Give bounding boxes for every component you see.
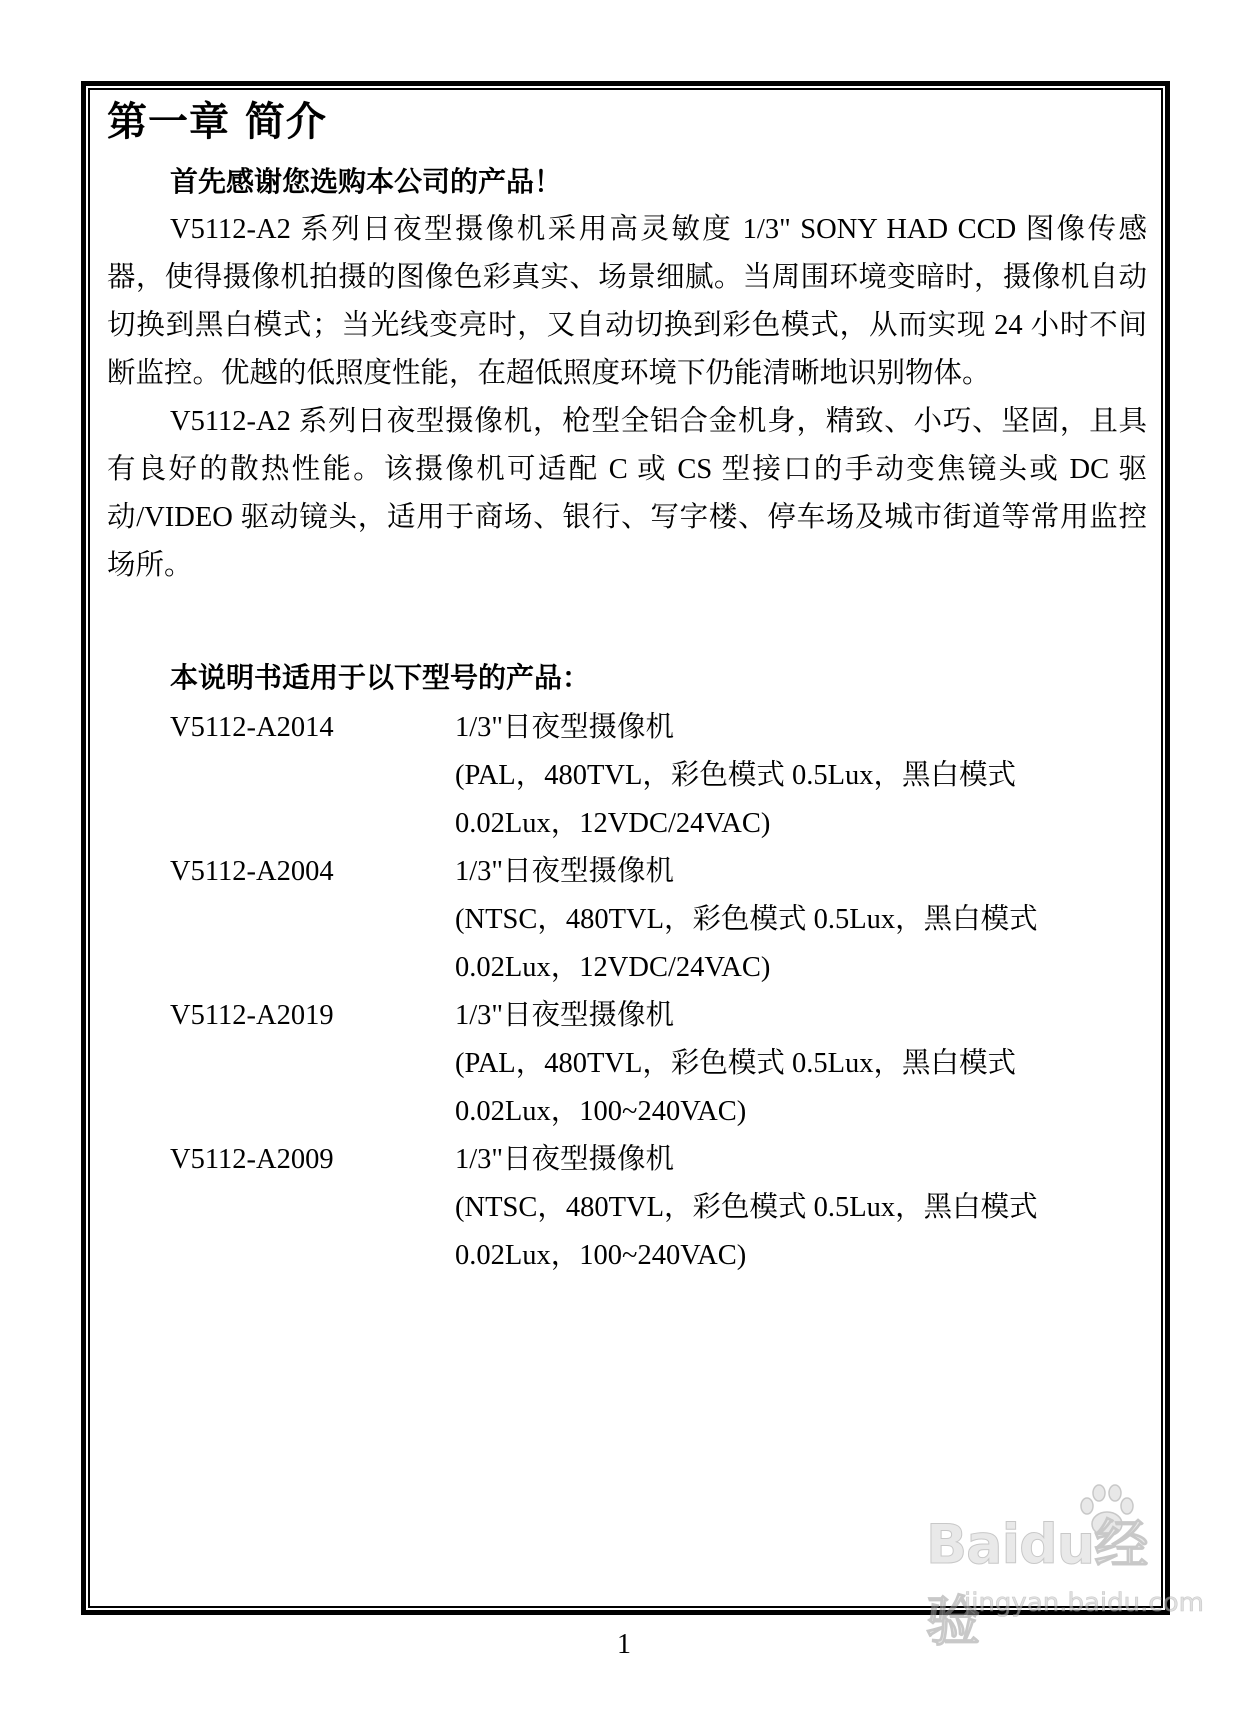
model-type: 1/3"日夜型摄像机 [455, 1144, 675, 1175]
model-type: 1/3"日夜型摄像机 [455, 712, 675, 743]
watermark-logo-text: Baidu经验 [926, 1513, 1148, 1653]
model-list [107, 704, 1147, 1280]
model-code: V5112-A2019 [170, 1000, 334, 1031]
model-spec: (PAL，480TVL，彩色模式 0.5Lux，黑白模式 [455, 760, 1017, 791]
page-number: 1 [617, 1629, 631, 1660]
model-type: 1/3"日夜型摄像机 [455, 1000, 675, 1031]
model-code: V5112-A2004 [170, 856, 334, 887]
model-row [107, 848, 1147, 992]
model-power: 0.02Lux，12VDC/24VAC) [455, 808, 771, 839]
model-description [455, 704, 1115, 848]
chapter-title: 第一章 简介 [107, 99, 327, 145]
model-power: 0.02Lux，100~240VAC) [455, 1240, 747, 1271]
model-description [455, 848, 1115, 992]
baidu-watermark [886, 1470, 1204, 1653]
model-type: 1/3"日夜型摄像机 [455, 856, 675, 887]
intro-paragraph-1: V5112-A2 系列日夜型摄像机采用高灵敏度 1/3" SONY HAD CCD 图像传感器，使得摄像机拍摄的图像色彩真实、场景细腻。当周围环境变暗时，摄像机自动切换到黑白模式；当光线变亮时，又自动切换到彩色模式，从而实现 24 小时不间断监控。优越的低照度性能，在超低照度环境下仍能清晰地识别物体。 [107, 214, 1147, 389]
model-spec: (NTSC，480TVL，彩色模式 0.5Lux，黑白模式 [455, 904, 1038, 935]
intro-paragraph-2: V5112-A2 系列日夜型摄像机，枪型全铝合金机身，精致、小巧、坚固，且具有良好的散热性能。该摄像机可适配 C 或 CS 型接口的手动变焦镜头或 DC 驱动/VIDEO 驱动镜头，适用于商场、银行、写字楼、停车场及城市街道等常用监控场所。 [107, 406, 1147, 581]
model-spec: (NTSC，480TVL，彩色模式 0.5Lux，黑白模式 [455, 1192, 1038, 1223]
watermark-url: jingyan.baidu.com [964, 1588, 1204, 1618]
model-row [107, 704, 1147, 848]
model-code: V5112-A2014 [170, 712, 334, 743]
thanks-line: 首先感谢您选购本公司的产品！ [170, 165, 563, 198]
model-row [107, 992, 1147, 1136]
model-spec: (PAL，480TVL，彩色模式 0.5Lux，黑白模式 [455, 1048, 1017, 1079]
document-content [107, 96, 1147, 1280]
model-power: 0.02Lux，100~240VAC) [455, 1096, 747, 1127]
model-code: V5112-A2009 [170, 1144, 334, 1175]
model-description [455, 1136, 1115, 1280]
models-heading: 本说明书适用于以下型号的产品： [170, 661, 591, 694]
model-description [455, 992, 1115, 1136]
model-power: 0.02Lux，12VDC/24VAC) [455, 952, 771, 983]
model-row [107, 1136, 1147, 1280]
